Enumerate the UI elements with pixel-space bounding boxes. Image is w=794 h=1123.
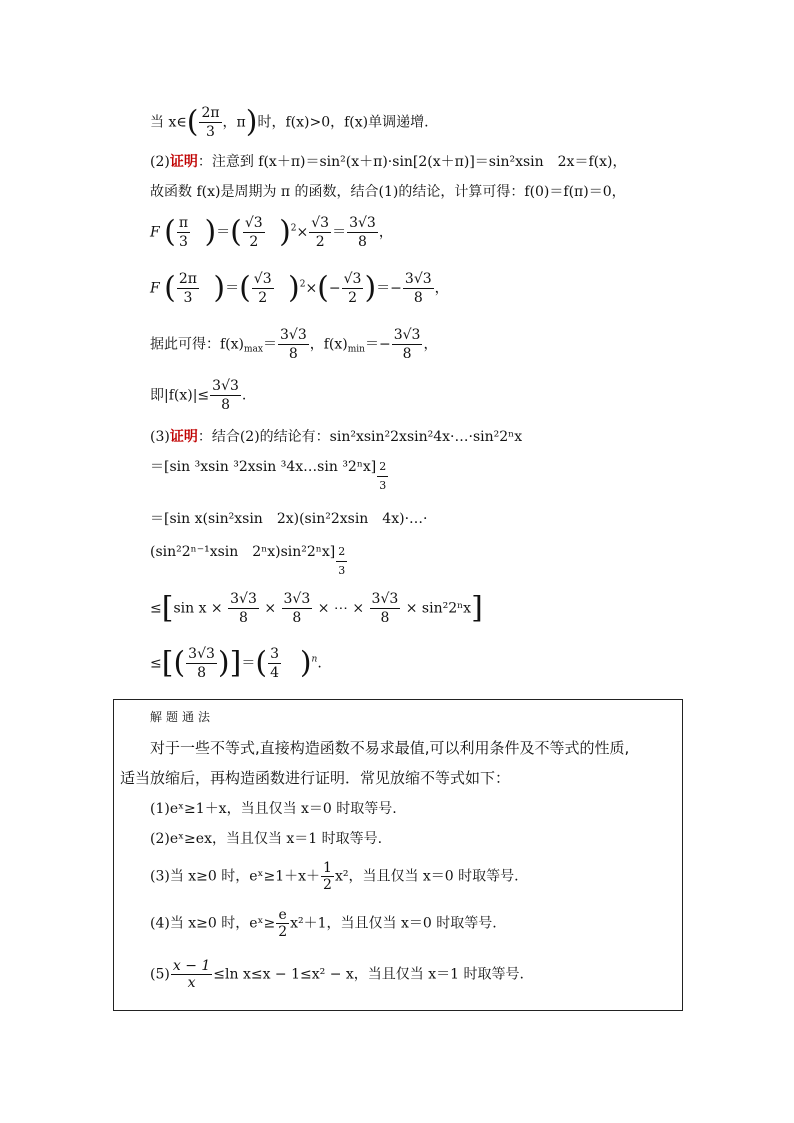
numerator: 2π <box>201 105 220 121</box>
text: × <box>296 224 309 241</box>
line-11 <box>150 543 348 580</box>
text: ＝[sin x(sin²xsin 2x)(sin²2xsin 4x)·…· <box>150 511 428 527</box>
exponent: n <box>311 654 318 665</box>
denominator: 8 <box>278 344 309 363</box>
text: ：注意到 f(x＋π)＝sin²(x＋π)·sin[2(x＋π)]＝sin²xsin 2x＝f(x)， <box>197 154 627 170</box>
right-paren: ) <box>213 270 226 306</box>
numerator: 3√3 <box>393 327 421 343</box>
left-bracket: [ <box>161 645 174 681</box>
line-5 <box>150 270 449 307</box>
left-paren: ( <box>164 214 176 250</box>
numerator: x − 1 <box>172 958 211 974</box>
denominator: 2 <box>243 232 265 251</box>
text: ：结合(2)的结论有：sin²xsin²2xsin²4x·…·sin²2ⁿx <box>197 429 523 445</box>
proof-label: 证明 <box>169 154 198 170</box>
left-paren: ( <box>239 270 251 306</box>
numerator: 1 <box>323 860 332 876</box>
line-12 <box>150 590 483 627</box>
text: 据此可得：f(x) <box>150 336 245 353</box>
numerator: 3√3 <box>404 271 432 287</box>
left-bracket: [ <box>161 590 174 626</box>
right-paren: ) <box>287 270 300 306</box>
left-paren: ( <box>255 645 268 681</box>
text: ， <box>434 280 449 297</box>
numerator: √3 <box>244 215 263 231</box>
method-box <box>113 699 683 1011</box>
denominator: 2 <box>252 288 274 307</box>
denominator: 8 <box>282 608 313 627</box>
proof-label: 证明 <box>169 429 198 445</box>
line-1 <box>150 104 429 141</box>
right-paren: ) <box>279 214 291 250</box>
line-6 <box>150 326 437 363</box>
denominator: 3 <box>177 232 190 251</box>
line-2 <box>150 153 626 171</box>
fraction <box>336 543 347 580</box>
fraction <box>177 270 199 307</box>
fraction <box>377 458 388 495</box>
numerator: 2π <box>178 271 197 287</box>
text: ＝[sin ³xsin ³2xsin ³4x…sin ³2ⁿx] <box>150 459 377 475</box>
method-paragraph-1: 对于一些不等式,直接构造函数不易求最值,可以利用条件及不等式的性质, <box>150 739 630 757</box>
denominator: 3 <box>177 288 199 307</box>
method-item-5 <box>150 958 524 991</box>
denominator: 4 <box>270 665 279 681</box>
text: − <box>328 280 341 297</box>
text: ＝ <box>241 655 256 672</box>
text: ≤ <box>150 600 162 617</box>
method-item-1: (1)eˣ≥1＋x，当且仅当 x＝0 时取等号. <box>150 801 397 817</box>
right-paren: ) <box>204 214 217 250</box>
text: . <box>241 387 247 404</box>
fraction <box>252 270 274 307</box>
text: (4)当 x≥0 时，eˣ≥ <box>150 915 276 932</box>
text: ＝ <box>216 224 231 241</box>
right-paren: ) <box>217 645 230 681</box>
numerator: 3√3 <box>349 215 376 231</box>
text: ＝− <box>364 336 391 353</box>
denominator: 3 <box>199 122 221 141</box>
line-7 <box>150 377 246 414</box>
denominator: 2 <box>309 232 331 251</box>
text: (sin²2ⁿ⁻¹xsin 2ⁿx)sin²2ⁿx] <box>150 544 336 560</box>
function-F: F <box>150 224 160 241</box>
fraction <box>268 645 281 682</box>
method-item-2: (2)eˣ≥ex，当且仅当 x＝1 时取等号. <box>150 831 383 847</box>
denominator: 8 <box>347 232 378 251</box>
left-paren: ( <box>317 270 329 306</box>
line-13 <box>150 645 322 682</box>
numerator: 3√3 <box>283 591 311 607</box>
numerator: √3 <box>343 271 362 287</box>
method-item-4 <box>150 907 497 940</box>
fraction <box>171 958 212 991</box>
denominator: 3 <box>336 561 347 580</box>
fraction <box>342 270 364 307</box>
numerator: 3√3 <box>188 646 215 662</box>
left-paren: ( <box>230 214 242 250</box>
numerator: √3 <box>253 271 272 287</box>
subscript: min <box>347 344 365 355</box>
text: (5) <box>150 966 170 983</box>
denominator: 8 <box>370 608 401 627</box>
fraction <box>309 214 331 251</box>
left-paren: ( <box>164 270 176 306</box>
method-item-3 <box>150 860 519 893</box>
text: ≤ <box>150 655 162 672</box>
text: 故函数 f(x)是周期为 π 的函数，结合(1)的结论，计算可得：f(0)＝f(π)＝0， <box>150 184 626 200</box>
exponent: 2 <box>299 279 306 290</box>
text: ≤ln x≤x − 1≤x² − x，当且仅当 x＝1 时取等号. <box>213 966 524 983</box>
line-4 <box>150 214 393 251</box>
text: ，π <box>222 114 246 131</box>
text: ， <box>378 224 393 241</box>
fraction <box>370 590 401 627</box>
method-paragraph-2: 适当放缩后，再构造函数进行证明．常见放缩不等式如下： <box>120 769 511 787</box>
line-9 <box>150 458 389 495</box>
numerator: 2 <box>379 460 387 473</box>
item-number: (3) <box>150 429 170 445</box>
fraction <box>278 326 309 363</box>
fraction <box>243 214 265 251</box>
numerator: 3√3 <box>371 591 399 607</box>
text: ， <box>423 336 438 353</box>
text: ＝− <box>376 280 402 297</box>
numerator: e <box>278 907 287 923</box>
text: ＝ <box>225 280 240 297</box>
fraction <box>199 104 221 141</box>
denominator: 8 <box>392 344 423 363</box>
denominator: 8 <box>403 288 434 307</box>
fraction <box>403 270 434 307</box>
fraction <box>321 860 334 893</box>
denominator: 8 <box>186 663 217 682</box>
text: 即|f(x)|≤ <box>150 387 210 404</box>
fraction <box>347 214 378 251</box>
fraction <box>276 907 289 940</box>
fraction <box>392 326 423 363</box>
denominator: 2 <box>278 924 288 940</box>
item-number: (2) <box>150 154 170 170</box>
text: ＝ <box>332 224 347 241</box>
text: (3)当 x≥0 时，eˣ≥1＋x＋ <box>150 868 321 885</box>
text: ，f(x) <box>309 336 348 353</box>
denominator: 8 <box>210 395 241 414</box>
function-F: F <box>150 280 160 297</box>
text: . <box>317 655 322 672</box>
denominator: x <box>171 974 212 991</box>
numerator: 3 <box>270 646 279 662</box>
fraction <box>210 377 241 414</box>
numerator: π <box>178 215 189 231</box>
text: 当 x∈ <box>150 114 187 131</box>
fraction <box>177 214 190 251</box>
text: × sin²2ⁿx <box>405 600 472 617</box>
left-paren: ( <box>186 104 199 140</box>
line-3 <box>150 183 626 201</box>
numerator: 3√3 <box>230 591 257 607</box>
right-bracket: ] <box>229 645 242 681</box>
fraction <box>282 590 313 627</box>
method-title: 解题通法 <box>150 710 215 724</box>
fraction <box>228 590 259 627</box>
text: x²＋1，当且仅当 x＝0 时取等号. <box>290 915 497 932</box>
text: × <box>264 600 277 617</box>
text: 时，f(x)>0，f(x)单调递增. <box>257 114 429 131</box>
right-bracket: ] <box>471 590 483 626</box>
denominator: 2 <box>342 288 364 307</box>
text: × ⋯ × <box>317 600 365 617</box>
numerator: 2 <box>338 545 346 558</box>
exponent: 2 <box>290 223 297 234</box>
fraction <box>186 645 217 682</box>
right-paren: ) <box>299 645 312 681</box>
numerator: √3 <box>311 215 330 231</box>
text: sin x × <box>173 600 223 617</box>
text: x²，当且仅当 x＝0 时取等号. <box>334 868 519 885</box>
numerator: 3√3 <box>280 327 307 343</box>
denominator: 2 <box>323 877 332 893</box>
text: × <box>305 280 318 297</box>
text: ＝ <box>263 336 277 353</box>
line-8 <box>150 428 522 446</box>
line-10 <box>150 510 427 528</box>
left-paren: ( <box>173 645 186 681</box>
right-paren: ) <box>364 270 377 306</box>
denominator: 8 <box>228 608 259 627</box>
denominator: 3 <box>377 476 388 495</box>
right-paren: ) <box>245 104 258 140</box>
numerator: 3√3 <box>212 378 239 394</box>
subscript: max <box>244 344 263 355</box>
